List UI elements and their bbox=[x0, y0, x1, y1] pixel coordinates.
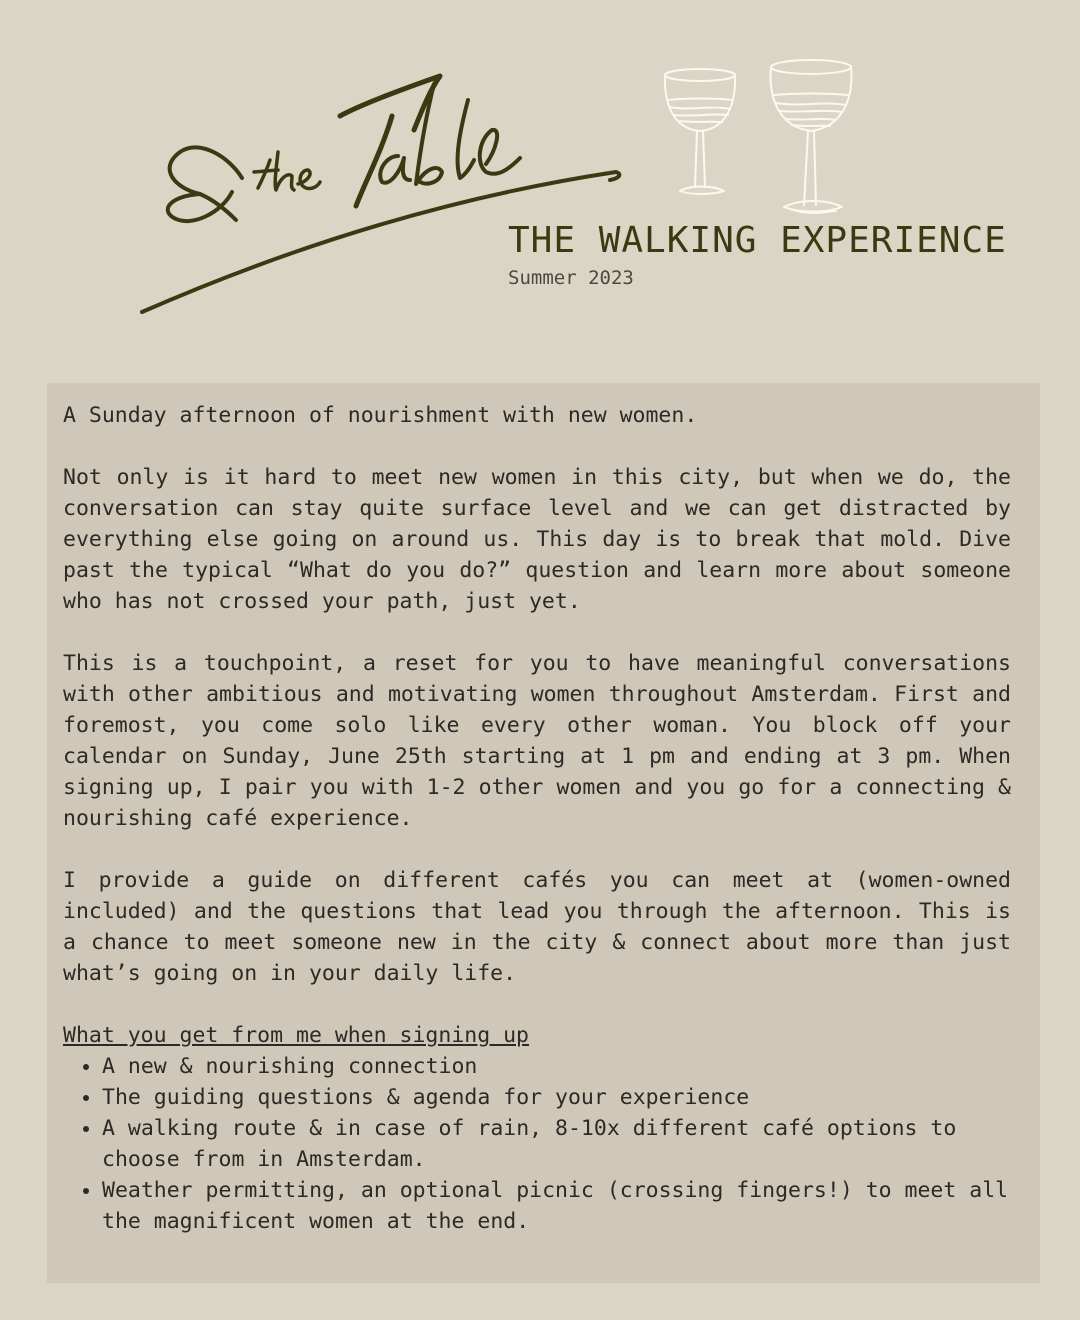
paragraph-cafe-guide: I provide a guide on different cafés you can meet at (women-owned included) and the questions that lead you through the afternoon. This is a chance to meet someone new in the city & connect about more than just what’s going on in your daily life. bbox=[63, 868, 1011, 986]
intro-paragraph: A Sunday afternoon of nourishment with new women. bbox=[63, 403, 698, 428]
paragraph-touchpoint: This is a touchpoint, a reset for you to have meaningful conversations with other ambitious and motivating women throughout Amsterdam. First and foremost, you come solo like every other woman. You block off your calendar on Sunday, June 25th starting at 1 pm and ending at 3 pm. When signing up, I pair you with 1-2 other women and you go for a connecting & nourishing café experience. bbox=[63, 651, 1011, 831]
header bbox=[0, 0, 1080, 370]
paragraph-meet-new-women: Not only is it hard to meet new women in this city, but when we do, the conversation can stay quite surface level and we can get distracted by everything else going on around us. This day is to break that mold. Dive past the typical “What do you do?” question and learn more about someone who has not crossed your path, just yet. bbox=[63, 465, 1011, 614]
wine-glass-icon bbox=[650, 55, 870, 225]
content-panel bbox=[47, 383, 1040, 1283]
benefits-heading: What you get from me when signing up bbox=[63, 1023, 529, 1048]
list-item: • A new & nourishing connection bbox=[102, 1051, 1011, 1082]
list-item: • The guiding questions & agenda for your experience bbox=[102, 1082, 1011, 1113]
benefits-list bbox=[63, 1051, 1011, 1237]
description-text bbox=[63, 400, 1011, 1237]
list-item: • A walking route & in case of rain, 8-10x different café options to choose from in Amsterdam. bbox=[102, 1113, 1011, 1175]
experience-title: THE WALKING EXPERIENCE bbox=[508, 220, 1007, 261]
list-item: • Weather permitting, an optional picnic (crossing fingers!) to meet all the magnificent women at the end. bbox=[102, 1175, 1011, 1237]
season-label: Summer 2023 bbox=[508, 267, 634, 289]
